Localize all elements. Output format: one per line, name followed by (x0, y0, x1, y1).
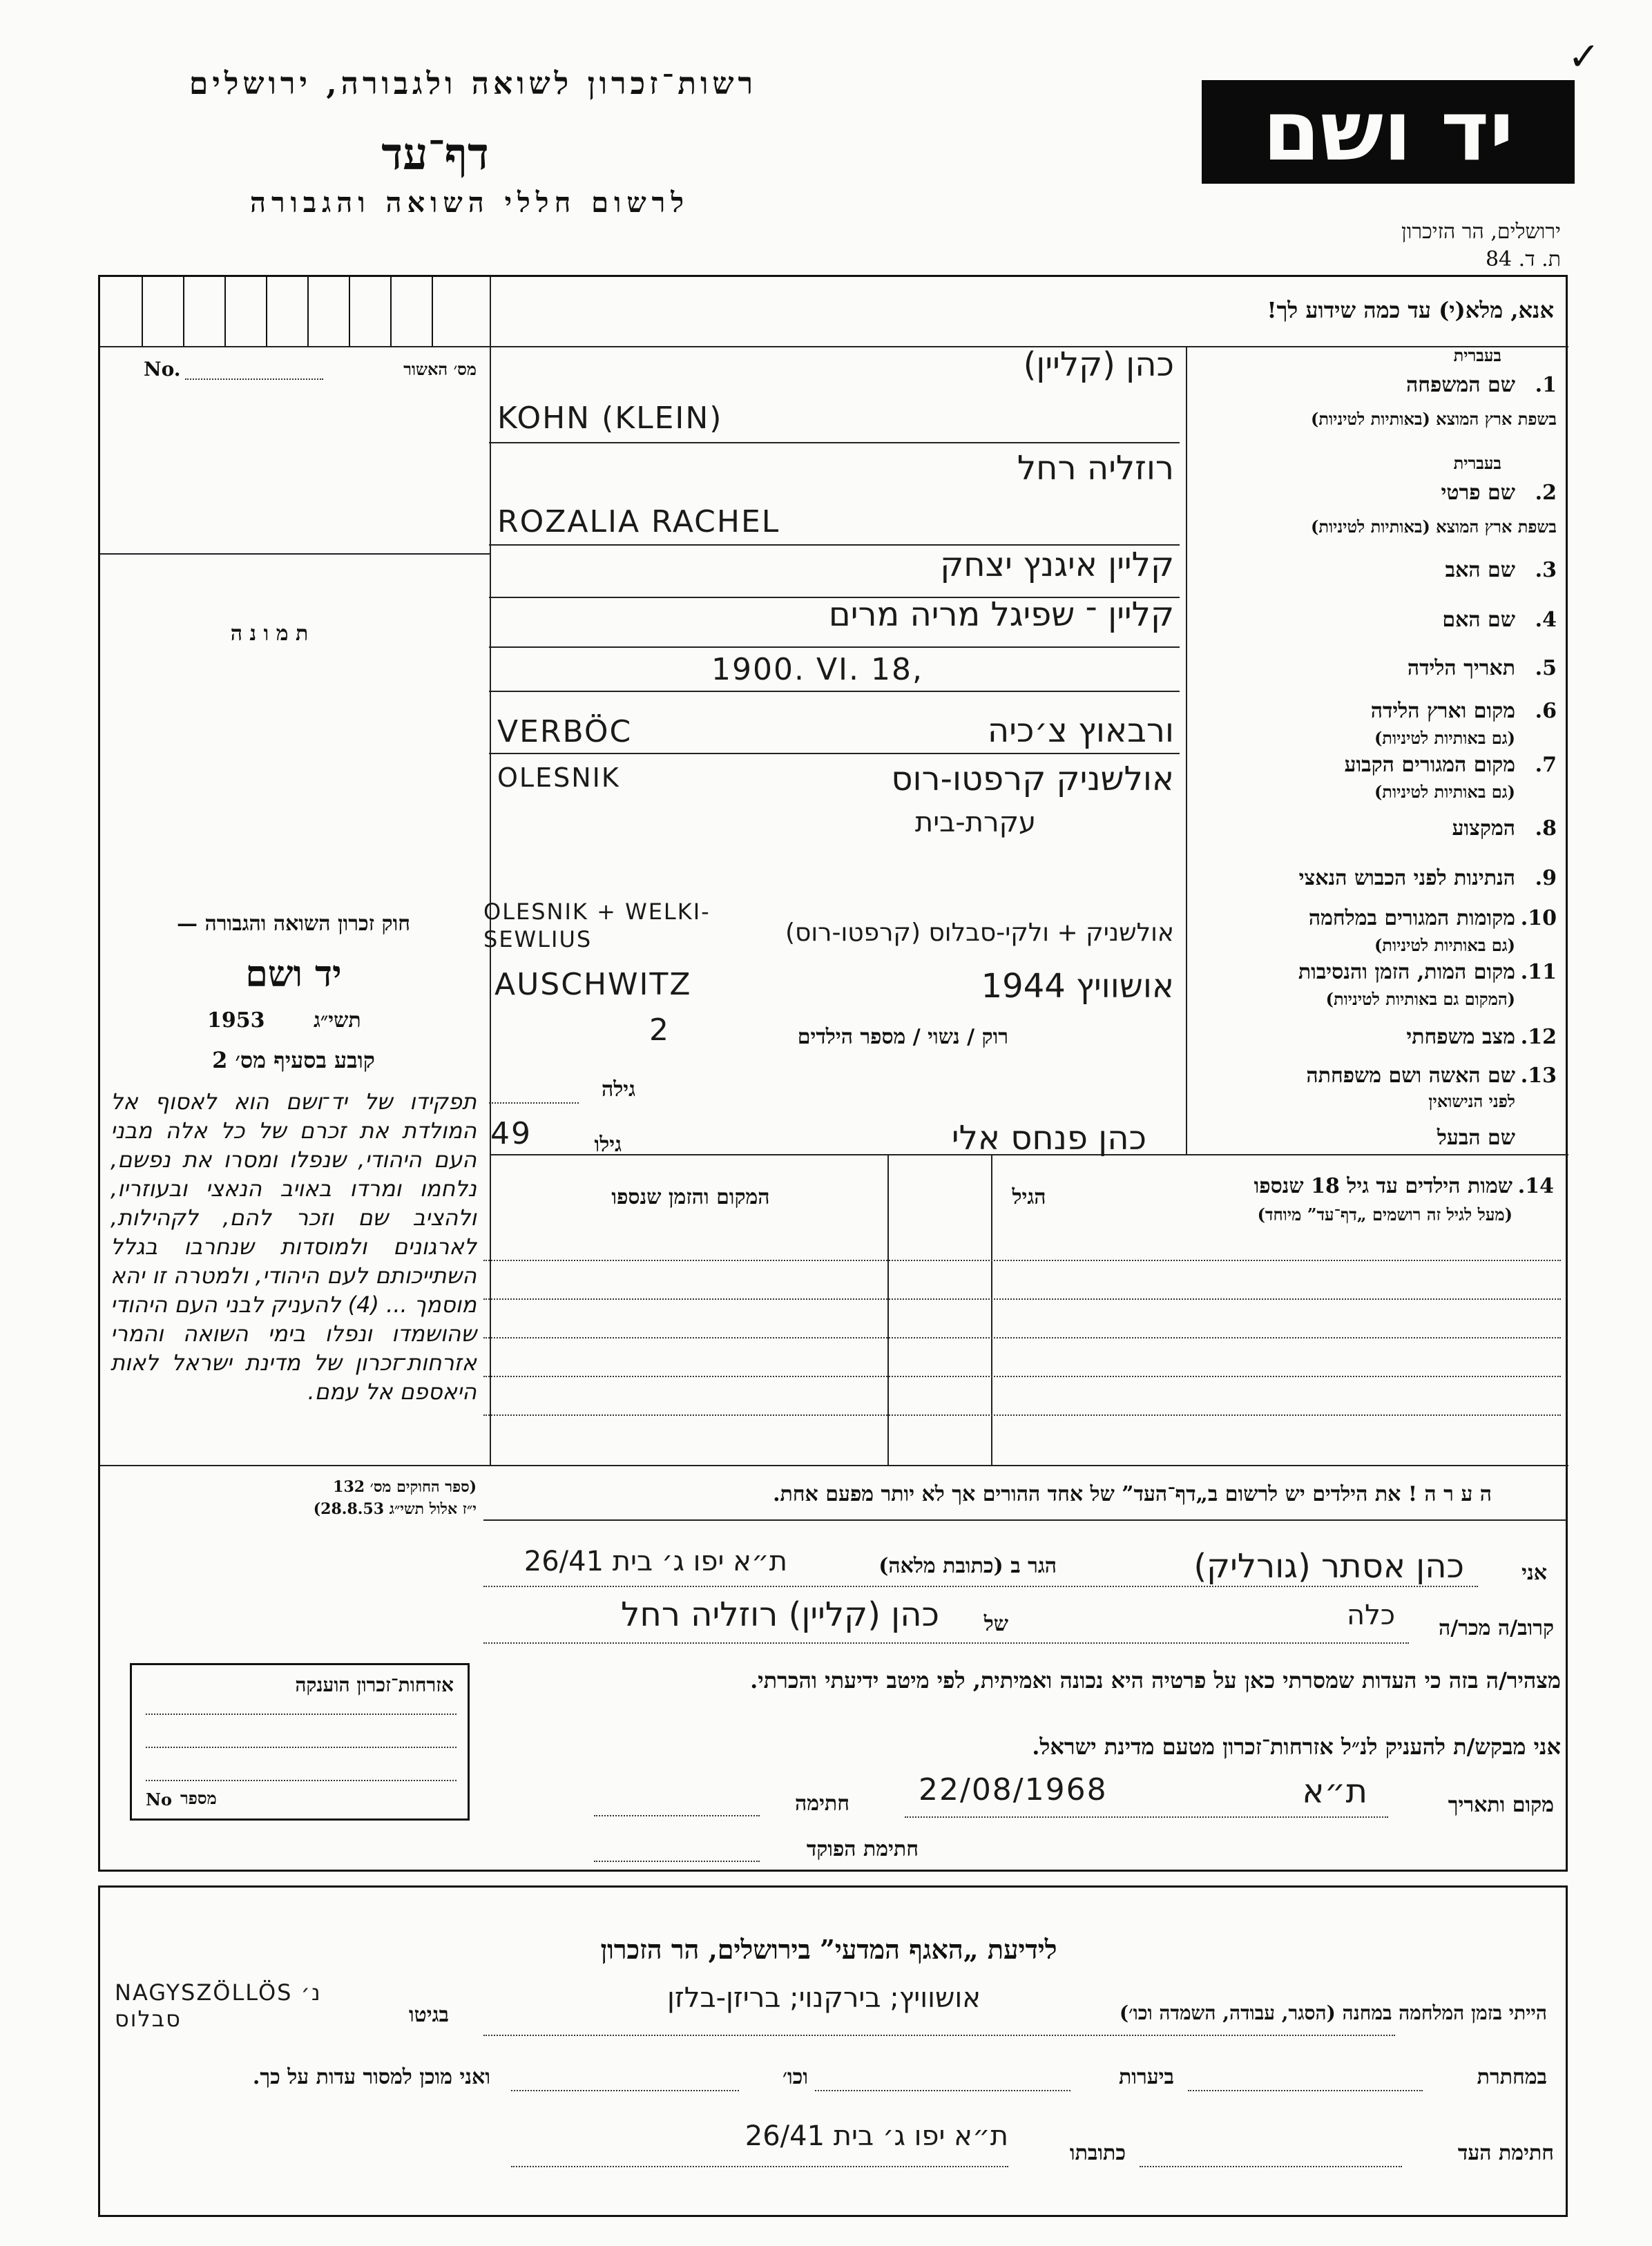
occupation[interactable]: עקרת-בית (914, 807, 1036, 838)
given-name-hebrew[interactable]: רוזליה רחל (1017, 449, 1174, 488)
children-place-divider (887, 1154, 889, 1465)
witness-address[interactable]: ת״א יפו ג׳ בית 26/41 (524, 1546, 787, 1577)
field-11-label: מקום המות, הזמן והנסיבות (1298, 960, 1515, 984)
grid-cell (142, 277, 143, 346)
intro-text: אנא, מלא(י) עד כמה שידוע לך! (1267, 297, 1554, 323)
field-1-sub-hebrew: בעברית (1453, 345, 1501, 365)
children-age-header: הגיל (1012, 1185, 1046, 1209)
wartime-residence-hebrew[interactable]: אולשניק + ולקי-סבלוס (קרפטו-רוס) (785, 919, 1174, 947)
stamp-no: No (146, 1789, 172, 1810)
field-8-number: 8. (1535, 816, 1557, 841)
field-line (489, 691, 1180, 692)
field-13-sub: לפני הנישואין (1428, 1091, 1515, 1111)
field-12-number: 12. (1520, 1025, 1557, 1049)
yad-vashem-logo: יד ושם (1202, 80, 1575, 184)
husband-name[interactable]: כהן פנחס אלי (951, 1119, 1146, 1158)
place-date-label: מקום ותאריך (1448, 1793, 1554, 1817)
children-number: 14. (1517, 1174, 1554, 1198)
grid-cell (224, 277, 226, 346)
child-row-line (483, 1376, 1561, 1377)
etc-line (511, 2090, 739, 2091)
wife-age-line (489, 1102, 579, 1104)
camp-line (483, 2035, 1395, 2036)
children-place-header: המקום והזמן שנספו (611, 1185, 770, 1209)
field-7-number: 7. (1535, 753, 1557, 777)
field-3-label: שם האב (1445, 558, 1515, 582)
underground-line (1188, 2090, 1423, 2091)
field-10-label: מקומות המגורים במלחמה (1308, 906, 1515, 930)
field-13-number: 13. (1520, 1064, 1557, 1088)
death-place-hebrew[interactable]: אושוויץ 1944 (981, 967, 1174, 1006)
note-bottom-line (483, 1519, 1566, 1521)
label-column-divider (1186, 346, 1187, 1154)
stamp-line (146, 1780, 457, 1781)
field-10-sub: (גם באותיות לטיניות) (1374, 935, 1515, 955)
law-year-hebrew: תשי״ג (313, 1008, 361, 1033)
field-4-number: 4. (1535, 608, 1557, 632)
field-11-sub: (המקום גם באותיות לטיניות) (1325, 989, 1515, 1009)
child-row-line (483, 1337, 1561, 1338)
address-block (1243, 218, 1561, 273)
field-13-label: שם האשה ושם משפחתה (1306, 1064, 1515, 1088)
place-value[interactable]: ת״א (1302, 1772, 1367, 1811)
birth-place-latin[interactable]: VERBÖC (497, 714, 633, 749)
child-row-line (483, 1260, 1561, 1261)
child-row-line (483, 1298, 1561, 1300)
given-name-latin[interactable]: ROZALIA RACHEL (497, 504, 780, 539)
field-line (489, 646, 1180, 648)
field-3-number: 3. (1535, 558, 1557, 582)
field-6-label: מקום וארץ הלידה (1370, 699, 1515, 723)
field-2-number: 2. (1535, 481, 1557, 505)
forests-label: ביערות (1118, 2065, 1174, 2089)
date-line (905, 1816, 1388, 1818)
registry-no-label: No. (144, 358, 181, 381)
field-1-sub-latin: בשפת ארץ המוצא (באותיות לטיניות) (1311, 409, 1557, 429)
address-line-1: ירושלים, הר הזיכרון (1401, 220, 1561, 244)
law-section: קובע בסעיף מס׳ 2 (212, 1047, 375, 1073)
field-6-number: 6. (1535, 699, 1557, 723)
law-text: תפקידו של יד־ושם הוא לאסוף אל המולדת את זכרם של כל אלה מבני העם היהודי, שנפלו ומסרו את נפשם, נלחמו ומרדו באויב הנאצי ובעוזריו, ולהציב שם וזכר להם, לקהילות, לארגונים ולמוסדות שנחרבו בגלל השתייכותם לעם היהודי, ולמטרה זו יהא מוסמך ... (4) להעניק לבני העם היהודי שהושמדו ונפלו בימי השואה והמרי אזרחות־זכרון של מדינת ישראל לאות היאספם אל עמם. (111, 1088, 477, 1405)
field-2-label: שם פרטי (1441, 481, 1515, 505)
field-12-label: מצב משפחתי (1406, 1025, 1515, 1049)
photo-top-line (100, 553, 490, 555)
field-1-number: 1. (1535, 373, 1557, 397)
note-text: ה ע ר ה ! את הילדים יש לרשום ב„דף־העד” של אחד ההורים אך לא יותר מפעם אחת. (773, 1482, 1492, 1506)
field-11-number: 11. (1520, 960, 1557, 984)
note-top-line (100, 1465, 1568, 1466)
bottom-heading: לידיעת „האגף המדעי” בירושלים, הר הזכרון (600, 1934, 1057, 1965)
witness-name[interactable]: כהן אסתר (גורליק) (1193, 1547, 1464, 1586)
officer-signature-line (594, 1861, 760, 1862)
relation-name[interactable]: כהן (קליין) רוזליה רחל (621, 1595, 939, 1634)
grid-cell (390, 277, 392, 346)
relative-label: קרוב/ה מכר/ה (1439, 1616, 1554, 1640)
birth-date[interactable]: 1900. VI. 18, (711, 652, 923, 687)
witness-line (483, 1586, 1478, 1587)
camp-value[interactable]: אושוויץ; בירקנוי; בריזן-בלזן (666, 1982, 981, 2014)
field-8-label: המקצוע (1452, 816, 1515, 841)
law-title: חוק זכרון השואה והגבורה — (177, 912, 410, 936)
mother-name[interactable]: קליין ־ שפיגל מריה מרים (828, 595, 1174, 634)
grid-cell (432, 277, 433, 346)
residence-latin[interactable]: OLESNIK (497, 762, 620, 793)
field-6-sub: (גם באותיות לטיניות) (1374, 728, 1515, 748)
ghetto-label: בגיטו (408, 2003, 449, 2027)
relative-line (483, 1642, 1409, 1644)
stamp-title: אזרחות־זכרון הוענקה (295, 1673, 454, 1696)
grid-cell (349, 277, 350, 346)
grid-cell (307, 277, 309, 346)
field-2-sub-hebrew: בעברית (1453, 453, 1501, 473)
field-1-label: שם המשפחה (1405, 373, 1515, 397)
husband-age-label: גילו (594, 1133, 622, 1157)
husband-label: שם הבעל (1437, 1126, 1515, 1150)
field-7-sub: (גם באותיות לטיניות) (1374, 782, 1515, 802)
address-label: כתובתו (1069, 2141, 1126, 2165)
stamp-line (146, 1747, 457, 1748)
memorial-citizenship-box (130, 1663, 470, 1821)
etc-label: וכו׳ (782, 2065, 808, 2089)
signature-label: חתימה (795, 1792, 849, 1816)
address-line (511, 2166, 1008, 2167)
left-column-divider (490, 277, 491, 1465)
law-ref-2: י״ז אלול תשי״ג 28.8.53) (313, 1500, 477, 1518)
field-9-number: 9. (1535, 866, 1557, 890)
field-line (489, 753, 1180, 754)
signature-line (594, 1815, 760, 1816)
relation-word[interactable]: כלה (1346, 1600, 1395, 1631)
form-subtitle: לרשום חללי השואה והגבורה (249, 186, 690, 219)
child-row-line (483, 1414, 1561, 1416)
registry-no-line (185, 378, 323, 380)
field-line (489, 442, 1180, 443)
address-line-2: ת. ד. 84 (1485, 247, 1561, 271)
camp-label: הייתי בזמן המלחמה במחנה (הסגר, עבודה, השמדה וכו׳) (1119, 2002, 1547, 2024)
approval-label: מס׳ האשור (403, 359, 477, 379)
children-age-divider (991, 1154, 992, 1465)
law-ref-1: (ספר החוקים מס׳ 132 (333, 1478, 477, 1496)
death-place-latin[interactable]: AUSCHWITZ (494, 967, 692, 1002)
children-count[interactable]: 2 (649, 1012, 670, 1048)
grid-cell (183, 277, 184, 346)
authority-name: רשות־זכרון לשואה ולגבורה, ירושלים (189, 66, 758, 102)
witness-resident-label: הגר ב (כתובת מלאה) (878, 1554, 1057, 1578)
testimony-ready: ואני מוכן למסור עדות על כך. (252, 2065, 490, 2089)
witness-sig-label: חתימת העד (1457, 2141, 1554, 2165)
wartime-residence-latin[interactable]: OLESNIK + WELKI-SEWLIUS (483, 899, 711, 952)
stamp-line (146, 1714, 457, 1715)
children-label: שמות הילדים עד גיל 18 שנספו (1254, 1174, 1512, 1198)
father-name[interactable]: קליין איגנץ יצחק (940, 546, 1174, 584)
officer-signature-label: חתימת הפוקד (806, 1837, 919, 1861)
law-year-row (207, 1008, 387, 1033)
of-label: של (983, 1612, 1008, 1636)
photo-label: ת מ ו נ ה (230, 622, 309, 646)
field-5-number: 5. (1535, 656, 1557, 680)
marital-options[interactable]: רוק / נשוי / מספר הילדים (797, 1025, 1008, 1049)
witness-sig-line (1140, 2166, 1402, 2167)
field-9-label: הנתינות לפני הכבוש הנאצי (1298, 866, 1515, 890)
ghetto-value[interactable]: NAGYSZÖLLÖS נ׳ סבלוס (115, 1979, 322, 2032)
residence-hebrew[interactable]: אולשניק קרפטו-רוס (891, 760, 1174, 798)
address-value[interactable]: ת״א יפו ג׳ בית 26/41 (745, 2120, 1008, 2152)
children-sub: (מעל לגיל זה רושמים „דף־עד” מיוחד) (1257, 1204, 1512, 1225)
family-name-hebrew[interactable]: כהן (קליין) (1023, 345, 1174, 384)
field-7-label: מקום המגורים הקבוע (1344, 753, 1515, 777)
form-title: דף־עד (381, 128, 489, 180)
underground-label: במחתרת (1477, 2065, 1547, 2089)
declaration: מצהיר/ה בזה כי העדות שמסרתי כאן על פרטיה היא נכונה ואמיתית, לפי מיטב ידיעתי והכרתי. (750, 1667, 1561, 1693)
law-name: יד ושם (245, 953, 342, 995)
field-10-number: 10. (1520, 906, 1557, 930)
field-4-label: שם האם (1442, 608, 1515, 632)
stamp-number: מספר (180, 1788, 217, 1808)
request: אני מבקש/ת להעניק לנ״ל אזרחות־זכרון מטעם מדינת ישראל. (1032, 1734, 1561, 1760)
forests-line (815, 2090, 1070, 2091)
husband-age[interactable]: 49 (490, 1116, 532, 1151)
family-name-latin[interactable]: KOHN (KLEIN) (497, 401, 723, 436)
birth-place-hebrew[interactable]: ורבאוץ צ׳כיה (987, 711, 1174, 750)
witness-ani: אני (1521, 1561, 1547, 1585)
field-2-sub-latin: בשפת ארץ המוצא (באותיות לטיניות) (1311, 517, 1557, 537)
wife-age-label: גילה (601, 1077, 635, 1102)
grid-cell (266, 277, 267, 346)
date-value[interactable]: 22/08/1968 (919, 1772, 1108, 1807)
law-year: 1953 (207, 1008, 265, 1033)
grid-bottom-line (100, 346, 490, 347)
field-5-label: תאריך הלידה (1407, 656, 1515, 680)
check-mark: ✓ (1568, 35, 1600, 79)
